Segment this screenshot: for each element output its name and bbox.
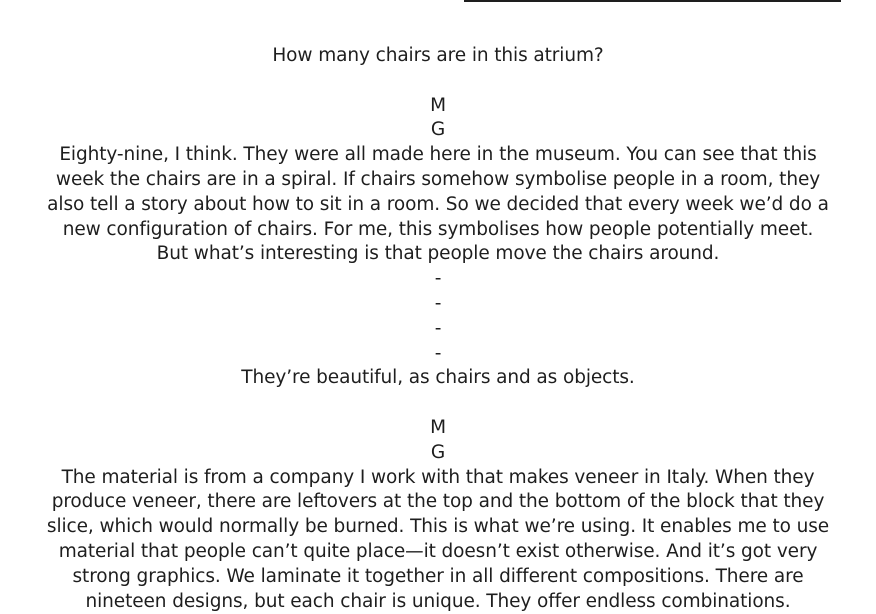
answer-line: material that people can’t quite place—it doesn’t exist otherwise. And it’s got very [58,540,818,562]
speaker-initial-m: M [430,416,446,438]
answer-line: produce veneer, there are leftovers at the top and the bottom of the block that they [51,491,825,513]
answer-line: week the chairs are in a spiral. If chairs somehow symbolise people in a room, they [55,168,821,190]
answer-line: also tell a story about how to sit in a room. So we decided that every week we’d do a [47,193,829,215]
answer-line: But what’s interesting is that people move the chairs around. [156,243,720,265]
interview-text [0,44,876,614]
speaker-initial-g: G [430,441,446,463]
speaker-initial-g: G [430,119,446,141]
question-chairs-count: How many chairs are in this atrium? [272,45,604,66]
answer-line: strong graphics. We laminate it together in all different compositions. There are [72,565,804,587]
separator-dash: - [434,292,442,314]
spacer [0,69,876,94]
answer-line: new configuration of chairs. For me, this symbolises how people potentially meet. [62,218,814,240]
separator-dash: - [434,317,442,339]
answer-line: Eighty-nine, I think. They were all made here in the museum. You can see that this [59,144,817,166]
separator-dash: - [434,342,442,364]
top-divider-rule [464,0,841,2]
separator-dash: - [434,268,442,290]
answer-line: nineteen designs, but each chair is unique. They offer endless combinations. [85,590,791,612]
speaker-initial-m: M [430,94,446,116]
question-beautiful-chairs: They’re beautiful, as chairs and as objects. [241,367,635,389]
answer-line: slice, which would normally be burned. This is what we’re using. It enables me to use [46,516,830,538]
answer-line: The material is from a company I work with that makes veneer in Italy. When they [61,466,815,488]
spacer [0,391,876,416]
